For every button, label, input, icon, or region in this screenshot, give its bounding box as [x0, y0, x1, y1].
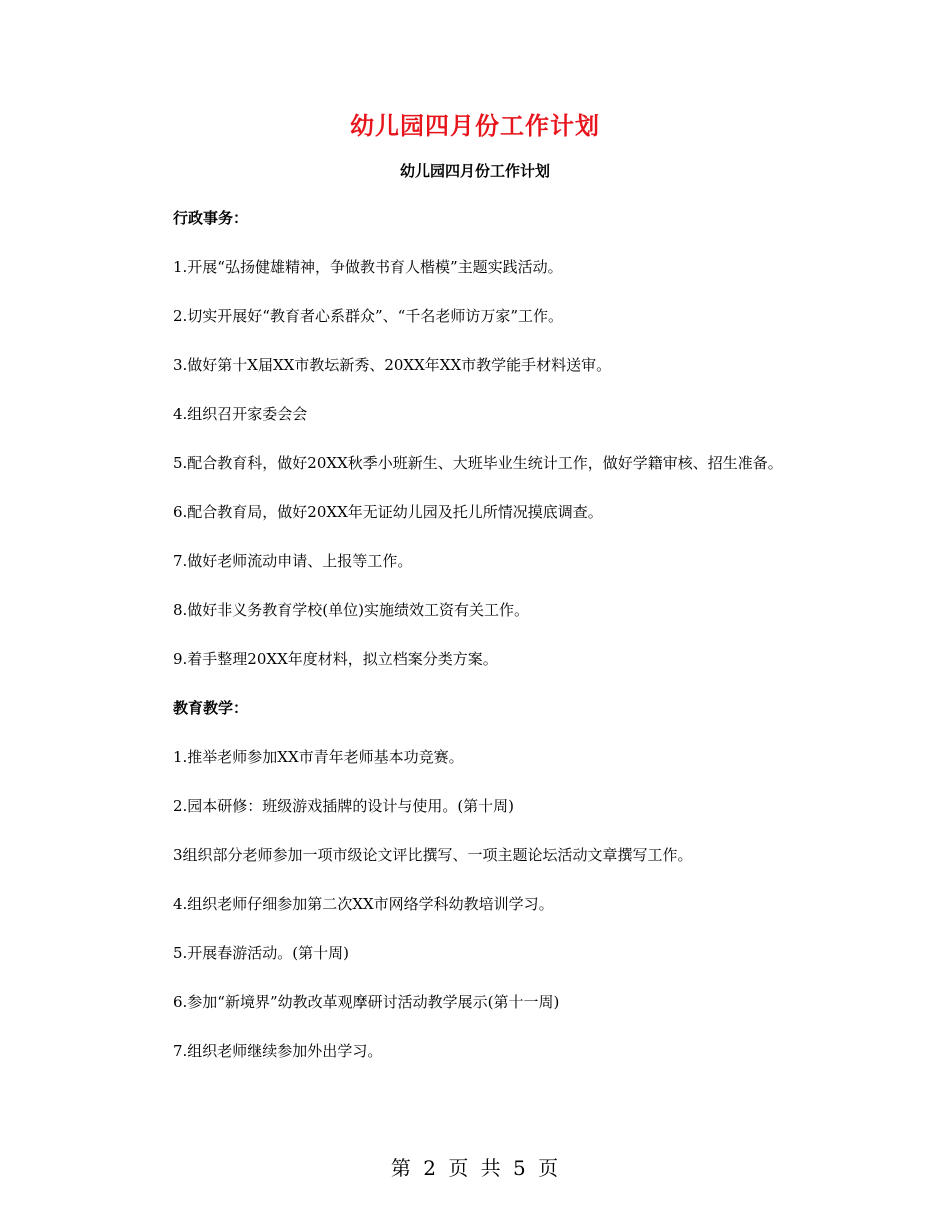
list-item: 5.配合教育科，做好20XX秋季小班新生、大班毕业生统计工作，做好学籍审核、招生准备。	[173, 454, 783, 472]
list-item: 2.园本研修：班级游戏插牌的设计与使用。(第十周)	[173, 797, 515, 815]
document-title: 幼儿园四月份工作计划	[350, 111, 600, 140]
list-item: 3组织部分老师参加一项市级论文评比撰写、一项主题论坛活动文章撰写工作。	[173, 846, 693, 864]
list-item: 8.做好非义务教育学校(单位)实施绩效工资有关工作。	[173, 601, 530, 619]
document-body	[140, 206, 816, 1088]
list-item: 2.切实开展好“教育者心系群众”、“千名老师访万家”工作。	[173, 307, 563, 325]
list-item: 4.组织召开家委会会	[173, 405, 308, 423]
list-item: 3.做好第十X届XX市教坛新秀、20XX年XX市教学能手材料送审。	[173, 356, 612, 374]
list-item: 4.组织老师仔细参加第二次XX市网络学科幼教培训学习。	[173, 895, 554, 913]
section-heading-administration: 行政事务：	[173, 209, 249, 227]
list-item: 6.参加“新境界”幼教改革观摩研讨活动教学展示(第十一周)	[173, 993, 560, 1011]
list-item: 7.组织老师继续参加外出学习。	[173, 1042, 383, 1060]
list-item: 5.开展春游活动。(第十周)	[173, 944, 350, 962]
list-item: 1.推举老师参加XX市青年老师基本功竞赛。	[173, 748, 464, 766]
document-subtitle: 幼儿园四月份工作计划	[399, 162, 550, 180]
page-number-footer: 第 2 页 共 5 页	[390, 1156, 560, 1180]
list-item: 7.做好老师流动申请、上报等工作。	[173, 552, 413, 570]
list-item: 9.着手整理20XX年度材料，拟立档案分类方案。	[173, 650, 498, 668]
list-item: 6.配合教育局，做好20XX年无证幼儿园及托儿所情况摸底调查。	[173, 503, 603, 521]
list-item: 1.开展“弘扬健雄精神，争做教书育人楷模”主题实践活动。	[173, 258, 563, 276]
section-heading-teaching: 教育教学：	[173, 699, 249, 717]
